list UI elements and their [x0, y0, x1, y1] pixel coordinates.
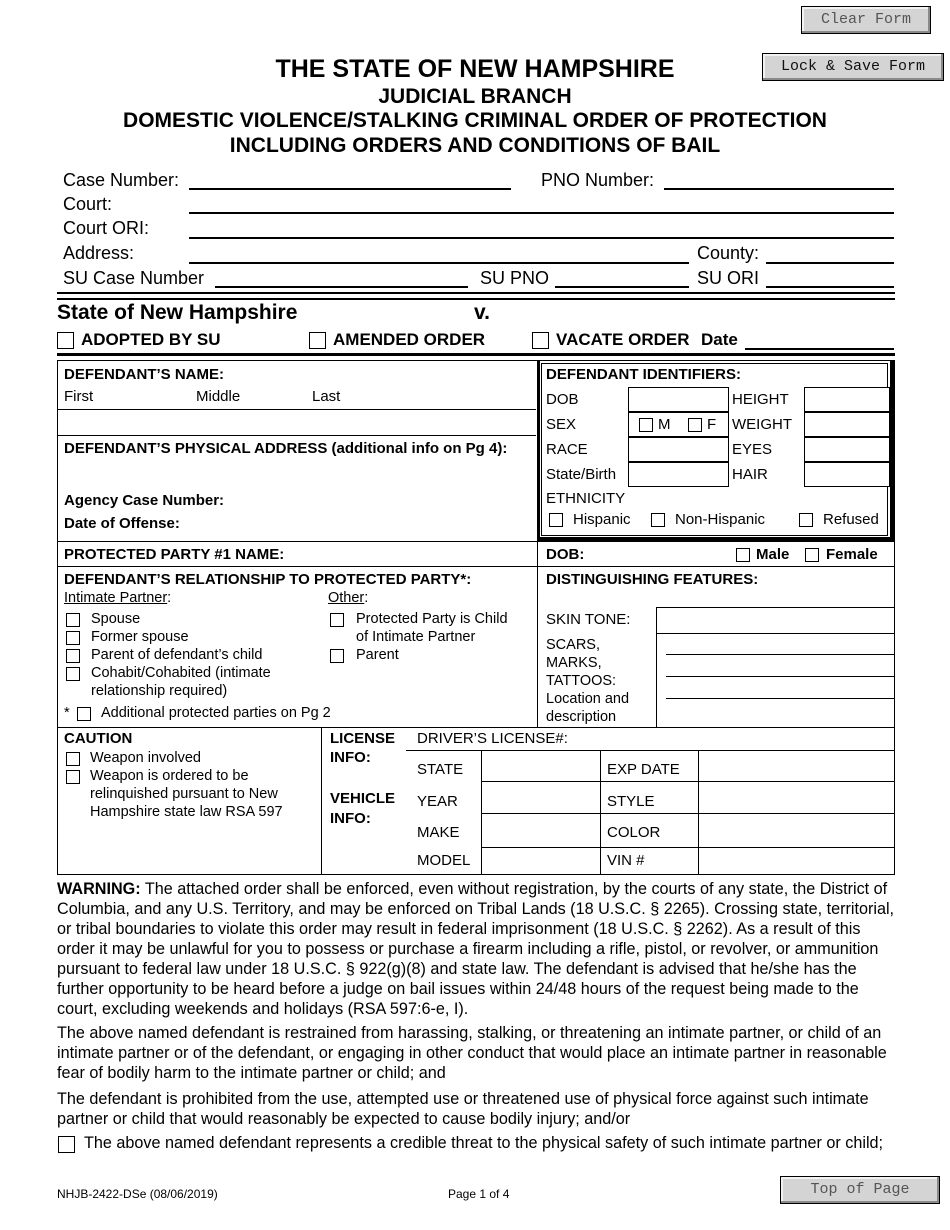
case-number-field[interactable] [189, 188, 511, 190]
spouse-label: Spouse [91, 611, 141, 627]
page-number: Page 1 of 4 [448, 1187, 510, 1201]
caution-divider [321, 727, 322, 875]
sex-f-checkbox[interactable] [688, 418, 702, 432]
vehicle-info-label-2: INFO: [330, 810, 371, 827]
center-divider [537, 541, 538, 727]
additional-parties-label: Additional protected parties on Pg 2 [101, 705, 331, 721]
drivers-license-field[interactable] [575, 728, 894, 750]
court-ori-field[interactable] [189, 237, 894, 239]
agency-case-number-label: Agency Case Number: [64, 492, 225, 509]
state-birth-label: State/Birth [546, 466, 617, 483]
vehicle-vin-label: VIN # [607, 852, 645, 869]
dob-field[interactable] [628, 387, 729, 412]
prohibited-paragraph: The defendant is prohibited from the use, attempted use or threatened use of physical force against such intimate partner or child that would reasonably be expected to cause bodily injury; and/or [57, 1090, 869, 1128]
dl-exp-date-label: EXP DATE [607, 761, 680, 778]
cohabit-label-1: Cohabit/Cohabited (intimate [91, 665, 271, 681]
protected-party-name-label: PROTECTED PARTY #1 NAME: [64, 546, 285, 563]
vehicle-style-label: STYLE [607, 793, 655, 810]
lock-save-form-button[interactable]: Lock & Save Form [762, 53, 944, 81]
court-field[interactable] [189, 212, 894, 214]
header-bail-title: INCLUDING ORDERS AND CONDITIONS OF BAIL [229, 134, 721, 157]
su-ori-label: SU ORI [697, 268, 760, 288]
restrained-paragraph: The above named defendant is restrained from harassing, stalking, or threatening an intimate partner, or child of an intimate partner or of the defendant, or engaging in other conduct that would place an intimate partner in reasonable fear of bodily harm to the intimate partner or child; and [57, 1024, 887, 1082]
hispanic-checkbox[interactable] [549, 513, 563, 527]
vehicle-model-label: MODEL [417, 852, 471, 869]
cohabit-checkbox[interactable] [66, 667, 80, 681]
parent-checkbox[interactable] [330, 649, 344, 663]
non-hispanic-label: Non-Hispanic [675, 511, 766, 528]
vehicle-vin-field[interactable] [699, 848, 894, 874]
warning-text: The attached order shall be enforced, even without registration, by the courts of any state, the District of Columbia, and any U.S. Territory, and may be enforced on Tribal Lands (18 U.S.C. § 2265). Crossing state, territorial, or tribal boundaries to violate this order may result in federal imprisonment (18 U.S.C. § 2262). As a result of this order it may be unlawful for you to possess or purchase a firearm including a rifle, pistol, or revolver, or ammunition pursuant to federal law under 18 U.S.C. § 922(g)(8) and state law. The defendant is advised that he/she has the further opportunity to be heard before a judge on bail issues within 24/48 hours of the request being made to the court, excluding weekends and holidays (RSA 597:6-e, I). [57, 880, 895, 1018]
name-row-line-1 [57, 409, 536, 410]
vehicle-model-field[interactable] [482, 848, 599, 874]
date-of-offense-label: Date of Offense: [64, 515, 180, 532]
vacate-order-label: VACATE ORDER [556, 330, 690, 349]
sex-f-label: F [707, 416, 717, 433]
credible-threat-checkbox[interactable] [58, 1136, 75, 1153]
refused-checkbox[interactable] [799, 513, 813, 527]
pp-child-label-2: of Intimate Partner [356, 629, 476, 645]
vehicle-make-label: MAKE [417, 824, 460, 841]
pno-number-field[interactable] [664, 188, 894, 190]
su-pno-label: SU PNO [480, 268, 550, 288]
middle-name-label: Middle [196, 388, 241, 405]
asterisk-note: * [64, 705, 70, 721]
sex-label: SEX [546, 416, 577, 433]
vacate-date-field[interactable] [745, 348, 894, 350]
state-caption: State of New Hampshire [57, 301, 298, 324]
height-label: HEIGHT [732, 391, 789, 408]
eyes-label: EYES [732, 441, 773, 458]
relationship-title: DEFENDANT’S RELATIONSHIP TO PROTECTED PARTY*: [64, 571, 472, 588]
last-name-label: Last [312, 388, 341, 405]
additional-parties-checkbox[interactable] [77, 707, 91, 721]
vehicle-color-label: COLOR [607, 824, 661, 841]
credible-threat-paragraph: The above named defendant represents a credible threat to the physical safety of such intimate partner or child; [84, 1134, 884, 1152]
dl-state-label: STATE [417, 761, 464, 778]
other-text: Other [328, 590, 365, 606]
protected-male-checkbox[interactable] [736, 548, 750, 562]
parent-of-child-checkbox[interactable] [66, 649, 80, 663]
sex-m-label: M [658, 416, 671, 433]
adopted-by-su-checkbox[interactable] [57, 332, 74, 349]
license-info-label-2: INFO: [330, 749, 371, 766]
warning-paragraph [57, 879, 897, 1019]
pp-child-label-1: Protected Party is Child [356, 611, 508, 627]
license-info-label-1: LICENSE [330, 730, 396, 747]
smt-label-4: Location and [546, 691, 630, 707]
amended-order-checkbox[interactable] [309, 332, 326, 349]
protected-row-bottom [57, 566, 895, 567]
amended-order-label: AMENDED ORDER [333, 330, 486, 349]
dl-exp-date-field[interactable] [699, 751, 894, 780]
non-hispanic-checkbox[interactable] [651, 513, 665, 527]
adopted-by-su-label: ADOPTED BY SU [81, 330, 221, 349]
su-ori-field[interactable] [766, 286, 894, 288]
race-label: RACE [546, 441, 588, 458]
drivers-license-label: DRIVER’S LICENSE#: [417, 730, 568, 747]
form-id: NHJB-2422-DSe (08/06/2019) [57, 1187, 218, 1201]
state-birth-field[interactable] [628, 462, 729, 487]
smt-label-5: description [546, 709, 617, 725]
first-name-label: First [64, 388, 94, 405]
weapon-relinquish-label-2: relinquished pursuant to New [90, 786, 278, 802]
smt-line-2[interactable] [666, 676, 894, 677]
header-state: THE STATE OF NEW HAMPSHIRE [275, 55, 675, 83]
dl-state-field[interactable] [482, 751, 599, 780]
identifiers-title: DEFENDANT IDENTIFIERS: [546, 366, 741, 383]
intimate-partner-heading [64, 590, 171, 606]
former-spouse-label: Former spouse [91, 629, 189, 645]
vehicle-color-field[interactable] [699, 814, 894, 846]
parties-divider [57, 353, 895, 356]
hispanic-label: Hispanic [573, 511, 631, 528]
distinguishing-features-title: DISTINGUISHING FEATURES: [546, 571, 759, 588]
su-pno-field[interactable] [555, 286, 689, 288]
header-branch: JUDICIAL BRANCH [378, 85, 572, 108]
weapon-involved-label: Weapon involved [90, 750, 201, 766]
protected-male-label: Male [756, 546, 790, 563]
intimate-partner-colon: : [167, 590, 172, 606]
defendant-name-field[interactable] [58, 409, 536, 435]
skin-tone-field[interactable] [657, 608, 894, 633]
vacate-order-checkbox[interactable] [532, 332, 549, 349]
smt-label-2: MARKS, [546, 655, 602, 671]
court-label: Court: [63, 194, 113, 214]
spouse-checkbox[interactable] [66, 613, 80, 627]
parent-of-child-label: Parent of defendant’s child [91, 647, 263, 663]
caution-title: CAUTION [64, 730, 133, 747]
name-row-line-2 [57, 435, 536, 436]
weapon-involved-checkbox[interactable] [66, 752, 80, 766]
defendant-address-label: DEFENDANT’S PHYSICAL ADDRESS (additional info on Pg 4): [64, 440, 508, 457]
weight-label: WEIGHT [732, 416, 792, 433]
weapon-relinquish-label-3: Hampshire state law RSA 597 [90, 804, 283, 820]
vehicle-make-field[interactable] [482, 814, 599, 846]
protected-female-checkbox[interactable] [805, 548, 819, 562]
address-label: Address: [63, 243, 135, 263]
other-heading [328, 590, 368, 606]
vehicle-year-field[interactable] [482, 782, 599, 812]
county-label: County: [697, 243, 760, 263]
protected-female-label: Female [826, 546, 878, 563]
protected-row-top [57, 541, 895, 542]
other-colon: : [364, 590, 369, 606]
cohabit-label-2: relationship required) [91, 683, 228, 699]
defendant-name-label: DEFENDANT’S NAME: [64, 366, 224, 383]
weapon-relinquish-label-1: Weapon is ordered to be [90, 768, 249, 784]
protected-party-dob-label: DOB: [546, 546, 585, 563]
pno-number-label: PNO Number: [541, 170, 655, 190]
su-case-number-label: SU Case Number [63, 268, 205, 288]
vehicle-info-label-1: VEHICLE [330, 790, 396, 807]
top-of-page-button[interactable]: Top of Page [780, 1176, 940, 1204]
smt-label-3: TATTOOS: [546, 673, 617, 689]
race-field[interactable] [628, 437, 729, 462]
hair-field[interactable] [804, 462, 890, 487]
address-field[interactable] [189, 262, 689, 264]
refused-label: Refused [823, 511, 879, 528]
intimate-partner-text: Intimate Partner [64, 590, 168, 606]
dob-label: DOB [546, 391, 579, 408]
su-case-number-field[interactable] [215, 286, 468, 288]
section-divider [57, 292, 895, 300]
weapon-relinquish-checkbox[interactable] [66, 770, 80, 784]
sex-m-checkbox[interactable] [639, 418, 653, 432]
vehicle-style-field[interactable] [699, 782, 894, 812]
smt-line-3[interactable] [666, 698, 894, 699]
case-number-label: Case Number: [63, 170, 180, 190]
features-skin-bottom [656, 633, 894, 634]
ethnicity-label: ETHNICITY [546, 490, 626, 507]
smt-label-1: SCARS, [546, 637, 600, 653]
vacate-date-label: Date [701, 330, 738, 349]
smt-line-1[interactable] [666, 654, 894, 655]
former-spouse-checkbox[interactable] [66, 631, 80, 645]
eyes-field[interactable] [804, 437, 890, 462]
vehicle-year-label: YEAR [417, 793, 458, 810]
clear-form-button[interactable]: Clear Form [801, 6, 931, 34]
hair-label: HAIR [732, 466, 768, 483]
warning-label: WARNING: [57, 880, 141, 898]
versus-caption: v. [474, 301, 490, 324]
weight-field[interactable] [804, 412, 890, 437]
header-order-title: DOMESTIC VIOLENCE/STALKING CRIMINAL ORDER OF PROTECTION [123, 109, 827, 132]
height-field[interactable] [804, 387, 890, 412]
county-field[interactable] [766, 262, 894, 264]
parent-label: Parent [356, 647, 399, 663]
court-ori-label: Court ORI: [63, 218, 150, 238]
pp-child-checkbox[interactable] [330, 613, 344, 627]
skin-tone-label: SKIN TONE: [546, 611, 631, 628]
